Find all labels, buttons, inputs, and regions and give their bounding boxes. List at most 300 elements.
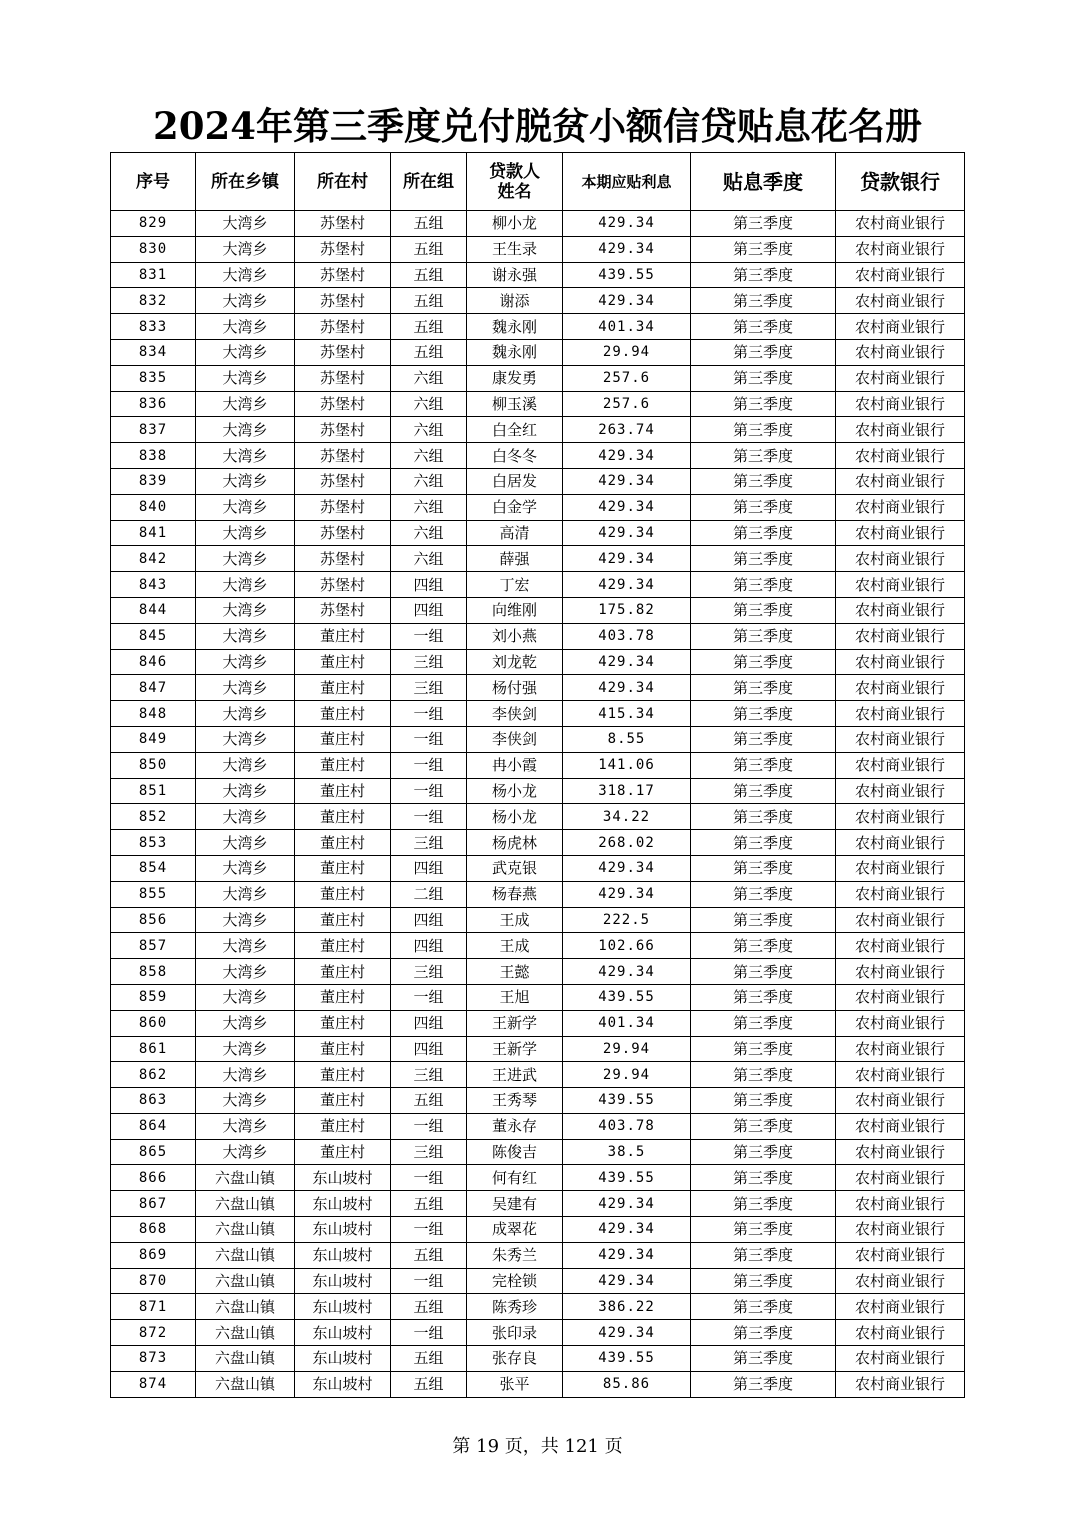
cell-seq: 862 [111, 1062, 196, 1088]
table-row [111, 726, 965, 752]
cell-borrower: 张平 [467, 1371, 563, 1397]
cell-group: 五组 [391, 236, 467, 262]
cell-village: 董庄村 [295, 881, 391, 907]
cell-quarter: 第三季度 [691, 1010, 836, 1036]
cell-interest: 85.86 [563, 1371, 691, 1397]
cell-seq: 837 [111, 417, 196, 443]
cell-township: 大湾乡 [196, 752, 295, 778]
cell-bank: 农村商业银行 [836, 1217, 965, 1243]
cell-township: 大湾乡 [196, 855, 295, 881]
cell-group: 六组 [391, 417, 467, 443]
cell-interest: 318.17 [563, 778, 691, 804]
cell-village: 东山坡村 [295, 1242, 391, 1268]
cell-group: 一组 [391, 984, 467, 1010]
cell-village: 董庄村 [295, 984, 391, 1010]
cell-group: 五组 [391, 262, 467, 288]
cell-borrower: 王秀琴 [467, 1088, 563, 1114]
cell-group: 五组 [391, 1294, 467, 1320]
table-row [111, 1346, 965, 1372]
cell-village: 苏堡村 [295, 314, 391, 340]
cell-quarter: 第三季度 [691, 236, 836, 262]
table-row [111, 236, 965, 262]
cell-quarter: 第三季度 [691, 881, 836, 907]
cell-seq: 846 [111, 649, 196, 675]
cell-bank: 农村商业银行 [836, 1165, 965, 1191]
cell-bank: 农村商业银行 [836, 778, 965, 804]
cell-bank: 农村商业银行 [836, 1113, 965, 1139]
header-seq: 序号 [111, 153, 196, 211]
cell-group: 三组 [391, 1139, 467, 1165]
cell-bank: 农村商业银行 [836, 726, 965, 752]
table-row [111, 494, 965, 520]
cell-interest: 386.22 [563, 1294, 691, 1320]
cell-seq: 842 [111, 546, 196, 572]
cell-borrower: 魏永刚 [467, 314, 563, 340]
cell-seq: 838 [111, 443, 196, 469]
table-row [111, 314, 965, 340]
cell-village: 苏堡村 [295, 597, 391, 623]
cell-bank: 农村商业银行 [836, 959, 965, 985]
cell-township: 六盘山镇 [196, 1320, 295, 1346]
cell-group: 五组 [391, 1088, 467, 1114]
cell-borrower: 柳小龙 [467, 211, 563, 237]
cell-interest: 429.34 [563, 236, 691, 262]
cell-seq: 844 [111, 597, 196, 623]
cell-interest: 29.94 [563, 1062, 691, 1088]
cell-quarter: 第三季度 [691, 1165, 836, 1191]
cell-seq: 831 [111, 262, 196, 288]
cell-interest: 429.34 [563, 520, 691, 546]
cell-group: 六组 [391, 443, 467, 469]
cell-borrower: 王成 [467, 933, 563, 959]
cell-borrower: 吴建有 [467, 1191, 563, 1217]
cell-interest: 222.5 [563, 907, 691, 933]
cell-borrower: 武克银 [467, 855, 563, 881]
cell-bank: 农村商业银行 [836, 1242, 965, 1268]
table-row [111, 211, 965, 237]
cell-interest: 141.06 [563, 752, 691, 778]
cell-group: 三组 [391, 1062, 467, 1088]
cell-borrower: 向维刚 [467, 597, 563, 623]
cell-interest: 429.34 [563, 1191, 691, 1217]
cell-bank: 农村商业银行 [836, 881, 965, 907]
cell-village: 苏堡村 [295, 339, 391, 365]
cell-township: 大湾乡 [196, 365, 295, 391]
cell-bank: 农村商业银行 [836, 339, 965, 365]
header-village: 所在村 [295, 153, 391, 211]
cell-interest: 415.34 [563, 701, 691, 727]
cell-township: 大湾乡 [196, 236, 295, 262]
cell-borrower: 张存良 [467, 1346, 563, 1372]
cell-quarter: 第三季度 [691, 1320, 836, 1346]
cell-township: 大湾乡 [196, 546, 295, 572]
cell-group: 四组 [391, 933, 467, 959]
cell-seq: 867 [111, 1191, 196, 1217]
cell-borrower: 成翠花 [467, 1217, 563, 1243]
cell-seq: 851 [111, 778, 196, 804]
cell-quarter: 第三季度 [691, 1294, 836, 1320]
cell-borrower: 谢添 [467, 288, 563, 314]
cell-seq: 848 [111, 701, 196, 727]
cell-seq: 855 [111, 881, 196, 907]
cell-group: 五组 [391, 1191, 467, 1217]
cell-quarter: 第三季度 [691, 778, 836, 804]
cell-group: 四组 [391, 597, 467, 623]
cell-quarter: 第三季度 [691, 855, 836, 881]
cell-borrower: 高清 [467, 520, 563, 546]
cell-quarter: 第三季度 [691, 1191, 836, 1217]
cell-group: 六组 [391, 546, 467, 572]
cell-village: 苏堡村 [295, 468, 391, 494]
cell-bank: 农村商业银行 [836, 1191, 965, 1217]
cell-group: 六组 [391, 468, 467, 494]
cell-township: 大湾乡 [196, 1010, 295, 1036]
cell-township: 大湾乡 [196, 1036, 295, 1062]
cell-interest: 429.34 [563, 675, 691, 701]
cell-seq: 854 [111, 855, 196, 881]
cell-village: 董庄村 [295, 1036, 391, 1062]
cell-group: 三组 [391, 649, 467, 675]
cell-township: 大湾乡 [196, 211, 295, 237]
cell-township: 大湾乡 [196, 494, 295, 520]
cell-borrower: 康发勇 [467, 365, 563, 391]
table-row [111, 1113, 965, 1139]
cell-bank: 农村商业银行 [836, 546, 965, 572]
cell-group: 三组 [391, 675, 467, 701]
cell-seq: 836 [111, 391, 196, 417]
cell-township: 大湾乡 [196, 468, 295, 494]
cell-seq: 841 [111, 520, 196, 546]
cell-bank: 农村商业银行 [836, 649, 965, 675]
cell-township: 大湾乡 [196, 572, 295, 598]
cell-interest: 102.66 [563, 933, 691, 959]
cell-bank: 农村商业银行 [836, 597, 965, 623]
header-bank: 贷款银行 [836, 153, 965, 211]
cell-seq: 870 [111, 1268, 196, 1294]
cell-seq: 859 [111, 984, 196, 1010]
cell-interest: 401.34 [563, 1010, 691, 1036]
cell-interest: 439.55 [563, 262, 691, 288]
cell-seq: 863 [111, 1088, 196, 1114]
cell-seq: 857 [111, 933, 196, 959]
cell-bank: 农村商业银行 [836, 236, 965, 262]
cell-bank: 农村商业银行 [836, 623, 965, 649]
cell-group: 五组 [391, 339, 467, 365]
table-row [111, 752, 965, 778]
cell-quarter: 第三季度 [691, 494, 836, 520]
cell-village: 东山坡村 [295, 1268, 391, 1294]
cell-bank: 农村商业银行 [836, 391, 965, 417]
table-row [111, 907, 965, 933]
cell-seq: 832 [111, 288, 196, 314]
cell-township: 大湾乡 [196, 778, 295, 804]
header-interest: 本期应贴利息 [563, 153, 691, 211]
cell-interest: 429.34 [563, 959, 691, 985]
cell-bank: 农村商业银行 [836, 572, 965, 598]
cell-quarter: 第三季度 [691, 1268, 836, 1294]
cell-quarter: 第三季度 [691, 288, 836, 314]
cell-village: 苏堡村 [295, 546, 391, 572]
cell-seq: 850 [111, 752, 196, 778]
cell-bank: 农村商业银行 [836, 468, 965, 494]
cell-township: 大湾乡 [196, 262, 295, 288]
table-row [111, 855, 965, 881]
cell-borrower: 完栓锁 [467, 1268, 563, 1294]
cell-quarter: 第三季度 [691, 314, 836, 340]
cell-interest: 403.78 [563, 623, 691, 649]
table-row [111, 288, 965, 314]
cell-township: 大湾乡 [196, 339, 295, 365]
cell-bank: 农村商业银行 [836, 804, 965, 830]
table-row [111, 365, 965, 391]
cell-group: 五组 [391, 314, 467, 340]
cell-seq: 839 [111, 468, 196, 494]
cell-village: 苏堡村 [295, 236, 391, 262]
cell-quarter: 第三季度 [691, 984, 836, 1010]
cell-bank: 农村商业银行 [836, 1036, 965, 1062]
table-row [111, 391, 965, 417]
cell-borrower: 刘龙乾 [467, 649, 563, 675]
cell-quarter: 第三季度 [691, 649, 836, 675]
cell-village: 董庄村 [295, 726, 391, 752]
cell-borrower: 杨小龙 [467, 804, 563, 830]
table-row [111, 339, 965, 365]
cell-village: 董庄村 [295, 959, 391, 985]
cell-township: 六盘山镇 [196, 1242, 295, 1268]
cell-village: 苏堡村 [295, 417, 391, 443]
cell-quarter: 第三季度 [691, 339, 836, 365]
cell-quarter: 第三季度 [691, 211, 836, 237]
table-row [111, 262, 965, 288]
cell-group: 一组 [391, 1113, 467, 1139]
cell-quarter: 第三季度 [691, 675, 836, 701]
cell-quarter: 第三季度 [691, 701, 836, 727]
cell-township: 大湾乡 [196, 1088, 295, 1114]
cell-quarter: 第三季度 [691, 365, 836, 391]
cell-quarter: 第三季度 [691, 443, 836, 469]
cell-borrower: 杨春燕 [467, 881, 563, 907]
table-row [111, 1320, 965, 1346]
cell-group: 三组 [391, 959, 467, 985]
cell-borrower: 白居发 [467, 468, 563, 494]
cell-village: 苏堡村 [295, 572, 391, 598]
cell-quarter: 第三季度 [691, 1346, 836, 1372]
cell-township: 六盘山镇 [196, 1217, 295, 1243]
cell-township: 大湾乡 [196, 675, 295, 701]
cell-borrower: 薛强 [467, 546, 563, 572]
cell-bank: 农村商业银行 [836, 752, 965, 778]
cell-village: 董庄村 [295, 830, 391, 856]
cell-interest: 38.5 [563, 1139, 691, 1165]
cell-township: 大湾乡 [196, 314, 295, 340]
cell-borrower: 冉小霞 [467, 752, 563, 778]
cell-quarter: 第三季度 [691, 572, 836, 598]
cell-bank: 农村商业银行 [836, 907, 965, 933]
table-row [111, 959, 965, 985]
cell-township: 大湾乡 [196, 701, 295, 727]
cell-township: 大湾乡 [196, 1113, 295, 1139]
cell-bank: 农村商业银行 [836, 1010, 965, 1036]
cell-group: 一组 [391, 752, 467, 778]
cell-quarter: 第三季度 [691, 830, 836, 856]
cell-group: 五组 [391, 288, 467, 314]
cell-seq: 830 [111, 236, 196, 262]
table-row [111, 933, 965, 959]
cell-seq: 874 [111, 1371, 196, 1397]
table-row [111, 1268, 965, 1294]
cell-seq: 845 [111, 623, 196, 649]
cell-bank: 农村商业银行 [836, 1346, 965, 1372]
cell-group: 五组 [391, 1371, 467, 1397]
cell-group: 三组 [391, 830, 467, 856]
cell-borrower: 王进武 [467, 1062, 563, 1088]
cell-township: 六盘山镇 [196, 1268, 295, 1294]
cell-interest: 429.34 [563, 468, 691, 494]
cell-township: 大湾乡 [196, 804, 295, 830]
cell-bank: 农村商业银行 [836, 262, 965, 288]
cell-interest: 429.34 [563, 288, 691, 314]
cell-bank: 农村商业银行 [836, 830, 965, 856]
cell-township: 大湾乡 [196, 1139, 295, 1165]
header-group: 所在组 [391, 153, 467, 211]
cell-quarter: 第三季度 [691, 262, 836, 288]
cell-interest: 34.22 [563, 804, 691, 830]
cell-group: 四组 [391, 1036, 467, 1062]
table-row [111, 1191, 965, 1217]
cell-interest: 429.34 [563, 1320, 691, 1346]
table-row [111, 1294, 965, 1320]
cell-interest: 439.55 [563, 1165, 691, 1191]
cell-township: 大湾乡 [196, 830, 295, 856]
cell-quarter: 第三季度 [691, 1217, 836, 1243]
cell-village: 东山坡村 [295, 1165, 391, 1191]
cell-group: 六组 [391, 520, 467, 546]
cell-borrower: 何有红 [467, 1165, 563, 1191]
cell-interest: 401.34 [563, 314, 691, 340]
cell-interest: 429.34 [563, 211, 691, 237]
table-row [111, 468, 965, 494]
cell-bank: 农村商业银行 [836, 314, 965, 340]
cell-quarter: 第三季度 [691, 1242, 836, 1268]
cell-quarter: 第三季度 [691, 1139, 836, 1165]
cell-village: 董庄村 [295, 701, 391, 727]
cell-group: 一组 [391, 623, 467, 649]
cell-borrower: 杨小龙 [467, 778, 563, 804]
cell-borrower: 王新学 [467, 1010, 563, 1036]
cell-borrower: 魏永刚 [467, 339, 563, 365]
cell-village: 苏堡村 [295, 262, 391, 288]
table-body [111, 211, 965, 1398]
cell-interest: 29.94 [563, 339, 691, 365]
table-row [111, 623, 965, 649]
cell-quarter: 第三季度 [691, 907, 836, 933]
table-row [111, 881, 965, 907]
cell-bank: 农村商业银行 [836, 984, 965, 1010]
cell-interest: 429.34 [563, 649, 691, 675]
cell-township: 大湾乡 [196, 649, 295, 675]
cell-township: 大湾乡 [196, 417, 295, 443]
header-borrower-line1: 贷款人 [489, 161, 540, 182]
page-footer: 第 19 页，共 121 页 [452, 1436, 623, 1457]
cell-bank: 农村商业银行 [836, 1371, 965, 1397]
table-row [111, 1062, 965, 1088]
cell-group: 六组 [391, 365, 467, 391]
cell-quarter: 第三季度 [691, 1113, 836, 1139]
cell-quarter: 第三季度 [691, 752, 836, 778]
cell-seq: 861 [111, 1036, 196, 1062]
cell-group: 四组 [391, 1010, 467, 1036]
cell-seq: 856 [111, 907, 196, 933]
cell-quarter: 第三季度 [691, 417, 836, 443]
cell-village: 苏堡村 [295, 494, 391, 520]
cell-seq: 840 [111, 494, 196, 520]
cell-bank: 农村商业银行 [836, 1294, 965, 1320]
table-row [111, 1010, 965, 1036]
cell-village: 东山坡村 [295, 1346, 391, 1372]
table-row [111, 649, 965, 675]
cell-seq: 858 [111, 959, 196, 985]
cell-quarter: 第三季度 [691, 959, 836, 985]
cell-seq: 843 [111, 572, 196, 598]
cell-township: 大湾乡 [196, 623, 295, 649]
cell-bank: 农村商业银行 [836, 417, 965, 443]
header-borrower-line2: 姓名 [497, 181, 532, 202]
cell-bank: 农村商业银行 [836, 365, 965, 391]
table-row [111, 1242, 965, 1268]
subsidy-roster-table [110, 152, 965, 1398]
cell-interest: 429.34 [563, 546, 691, 572]
cell-bank: 农村商业银行 [836, 288, 965, 314]
cell-quarter: 第三季度 [691, 1088, 836, 1114]
cell-village: 董庄村 [295, 1113, 391, 1139]
cell-borrower: 李侠剑 [467, 701, 563, 727]
cell-group: 二组 [391, 881, 467, 907]
cell-borrower: 杨付强 [467, 675, 563, 701]
header-township: 所在乡镇 [196, 153, 295, 211]
cell-village: 东山坡村 [295, 1294, 391, 1320]
cell-group: 一组 [391, 804, 467, 830]
cell-interest: 8.55 [563, 726, 691, 752]
cell-village: 董庄村 [295, 804, 391, 830]
cell-bank: 农村商业银行 [836, 1268, 965, 1294]
cell-interest: 429.34 [563, 1242, 691, 1268]
cell-group: 六组 [391, 391, 467, 417]
cell-borrower: 白冬冬 [467, 443, 563, 469]
document-title: 2024年第三季度兑付脱贫小额信贷贴息花名册 [153, 104, 922, 148]
cell-bank: 农村商业银行 [836, 1088, 965, 1114]
cell-seq: 860 [111, 1010, 196, 1036]
cell-township: 大湾乡 [196, 520, 295, 546]
table-row [111, 1139, 965, 1165]
cell-group: 一组 [391, 1320, 467, 1346]
cell-borrower: 王成 [467, 907, 563, 933]
cell-group: 四组 [391, 855, 467, 881]
cell-interest: 429.34 [563, 1268, 691, 1294]
cell-group: 一组 [391, 1217, 467, 1243]
cell-township: 大湾乡 [196, 391, 295, 417]
cell-village: 东山坡村 [295, 1191, 391, 1217]
cell-interest: 257.6 [563, 391, 691, 417]
cell-village: 董庄村 [295, 623, 391, 649]
cell-township: 大湾乡 [196, 959, 295, 985]
cell-group: 一组 [391, 1268, 467, 1294]
cell-quarter: 第三季度 [691, 623, 836, 649]
cell-village: 苏堡村 [295, 365, 391, 391]
cell-village: 董庄村 [295, 675, 391, 701]
cell-village: 董庄村 [295, 855, 391, 881]
table-row [111, 830, 965, 856]
cell-borrower: 白全红 [467, 417, 563, 443]
